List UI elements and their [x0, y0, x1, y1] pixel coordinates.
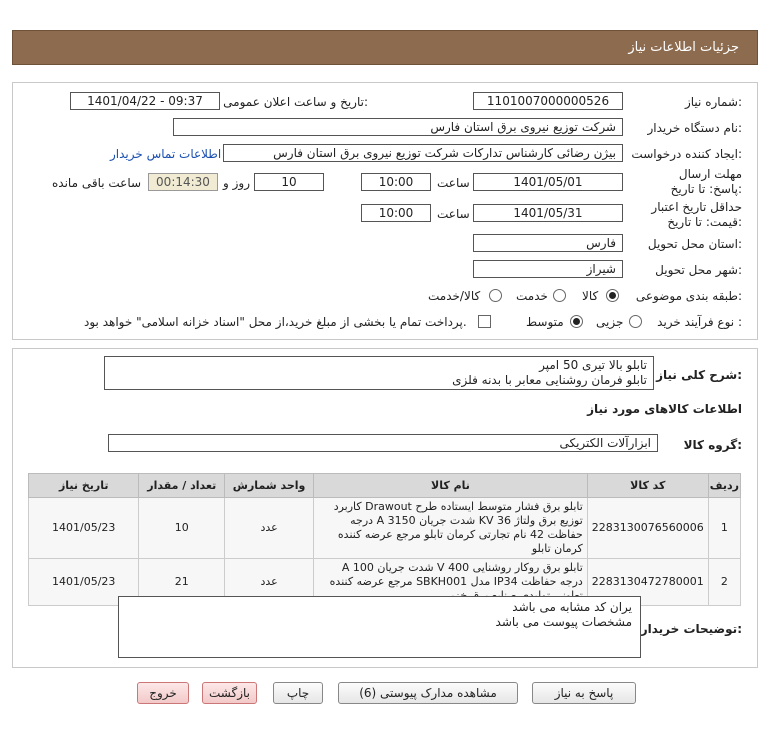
summary-label: شرح کلی نیاز:: [656, 368, 742, 382]
category-radio-goods[interactable]: [606, 289, 619, 302]
buyer-label: نام دستگاه خریدار:: [647, 121, 742, 135]
buyer-notes-label: توضیحات خریدار:: [640, 622, 742, 636]
summary-box: [104, 356, 654, 390]
exit-button[interactable]: خروج: [137, 682, 189, 704]
treasury-payment-checkbox[interactable]: [478, 315, 491, 328]
buyer-notes-box: [118, 596, 641, 658]
cell-date: 1401/05/23: [29, 498, 139, 559]
city-field: شیراز: [473, 260, 623, 278]
col-qty: تعداد / مقدار: [139, 474, 225, 498]
cell-row: 2: [708, 559, 740, 606]
city-label: شهر محل تحویل:: [655, 263, 742, 277]
view-attachments-button[interactable]: مشاهده مدارک پیوستی (6): [338, 682, 518, 704]
deadline-time-label: ساعت: [437, 176, 470, 190]
back-button[interactable]: بازگشت: [202, 682, 257, 704]
cell-code: 2283130076560006: [587, 498, 708, 559]
goods-group-field: ابزارآلات الکتریکی: [108, 434, 658, 452]
deadline-label: مهلت ارسال پاسخ: تا تاریخ:: [670, 167, 742, 196]
page-header: [12, 30, 758, 65]
process-radio-minor[interactable]: [629, 315, 642, 328]
goods-section-title: اطلاعات کالاهای مورد نیاز: [587, 402, 742, 416]
reply-button[interactable]: پاسخ به نیاز: [532, 682, 636, 704]
remaining-time-field: 00:14:30: [148, 173, 218, 191]
category-radio-service[interactable]: [553, 289, 566, 302]
category-option-goods: کالا: [582, 289, 599, 303]
validity-time-label: ساعت: [437, 207, 470, 221]
announce-field: 1401/04/22 - 09:37: [70, 92, 220, 110]
buyer-notes-line-2: مشخصات پیوست می باشد: [495, 615, 632, 629]
cell-qty: 10: [139, 498, 225, 559]
goods-table: [28, 473, 741, 606]
need-number-label: شماره نیاز:: [684, 95, 742, 109]
days-label: روز و: [223, 176, 250, 190]
buyer-contact-link[interactable]: اطلاعات تماس خریدار: [110, 147, 222, 161]
process-option-medium: متوسط: [526, 315, 564, 329]
deadline-date-field: 1401/05/01: [473, 173, 623, 191]
buyer-field: شرکت توزیع نیروی برق استان فارس: [173, 118, 623, 136]
validity-time-field: 10:00: [361, 204, 431, 222]
page-title: جزئیات اطلاعات نیاز: [628, 40, 739, 55]
buyer-notes-line-1: یران کد مشابه می باشد: [512, 600, 632, 614]
col-code: کد کالا: [587, 474, 708, 498]
category-label: طبقه بندی موضوعی:: [635, 289, 742, 303]
summary-line-2: تابلو فرمان روشنایی معابر با بدنه فلزی: [452, 373, 647, 387]
col-row: ردیف: [708, 474, 740, 498]
remaining-label: ساعت باقی مانده: [52, 176, 142, 190]
announce-label: تاریخ و ساعت اعلان عمومی:: [223, 95, 368, 109]
validity-date-field: 1401/05/31: [473, 204, 623, 222]
print-button[interactable]: چاپ: [273, 682, 323, 704]
cell-unit: عدد: [225, 498, 314, 559]
table-row: [29, 498, 741, 559]
cell-qty: 21: [139, 559, 225, 606]
category-radio-goods-service[interactable]: [489, 289, 502, 302]
days-field: 10: [254, 173, 324, 191]
process-label: نوع فرآیند خرید :: [657, 315, 742, 329]
creator-label: ایجاد کننده درخواست:: [631, 147, 742, 161]
cell-code: 2283130472780001: [587, 559, 708, 606]
treasury-payment-note: پرداخت تمام یا بخشی از مبلغ خرید،از محل "اسناد خزانه اسلامی" خواهد بود.: [84, 315, 467, 329]
deadline-time-field: 10:00: [361, 173, 431, 191]
process-radio-medium[interactable]: [570, 315, 583, 328]
cell-name: تابلو برق روکار روشنایی V 400 شدت جریان A 100 درجه حفاظت IP34 مدل SBKH001 مرجع عرضه کننده: [314, 559, 588, 606]
province-label: استان محل تحویل:: [647, 237, 742, 251]
cell-name: تابلو برق فشار متوسط ایستاده طرح Drawout کاربرد توزیع برق ولتاژ KV 36 شدت جریان A 3150 درجه حفاظت 42 نام تجارتی کرمان تابلو مرجع عرضه کننده کرمان تابلو: [314, 498, 588, 559]
cell-unit: عدد: [225, 559, 314, 606]
province-field: فارس: [473, 234, 623, 252]
col-unit: واحد شمارش: [225, 474, 314, 498]
summary-line-1: تابلو بالا تیری 50 امپر: [539, 358, 647, 372]
col-name: نام کالا: [314, 474, 588, 498]
category-option-service: خدمت: [516, 289, 548, 303]
creator-field: بیژن رضائی کارشناس تدارکات شرکت توزیع نیروی برق استان فارس: [223, 144, 623, 162]
cell-date: 1401/05/23: [29, 559, 139, 606]
process-option-minor: جزیی: [596, 315, 624, 329]
validity-label: حداقل تاریخ اعتبار قیمت: تا تاریخ:: [651, 200, 742, 229]
col-date: تاریخ نیاز: [29, 474, 139, 498]
need-number-field: 1101007000000526: [473, 92, 623, 110]
cell-row: 1: [708, 498, 740, 559]
goods-group-label: گروه کالا:: [683, 438, 742, 452]
category-option-goods-service: کالا/خدمت: [428, 289, 481, 303]
